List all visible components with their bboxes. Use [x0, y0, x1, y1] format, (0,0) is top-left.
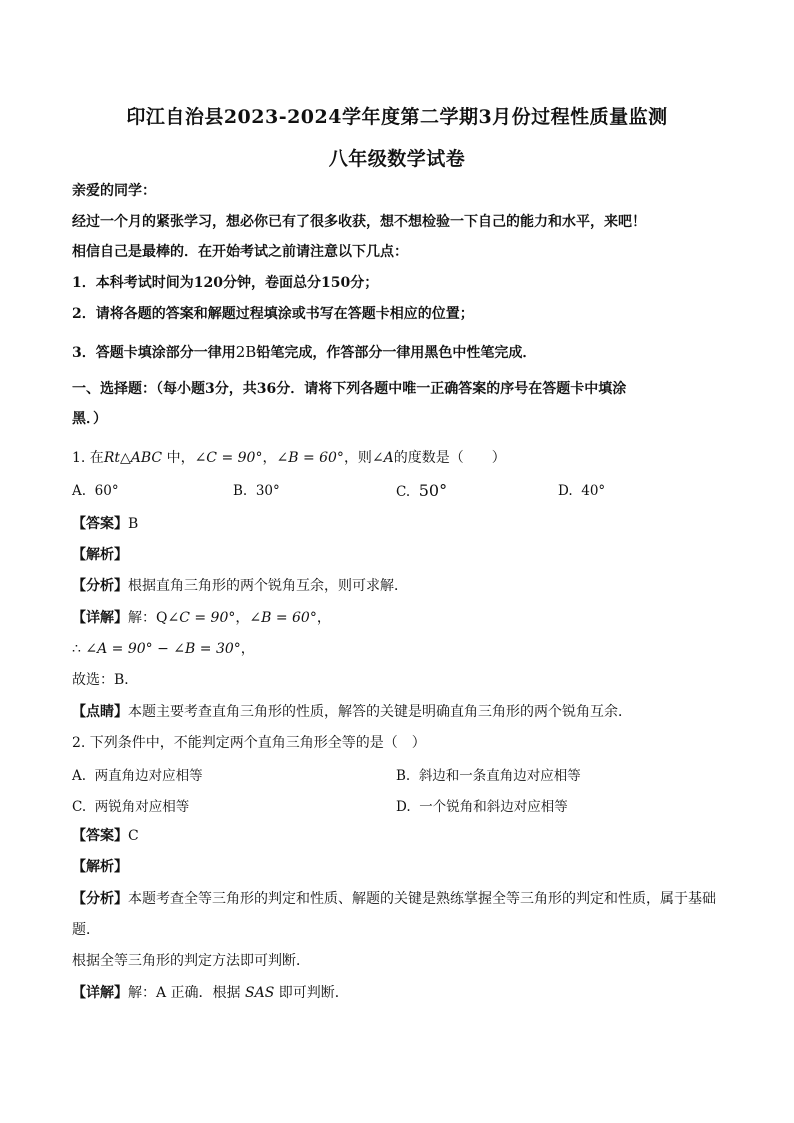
q1-xiangjie-c: ∠C = 90°	[167, 610, 236, 626]
q2-option-b-text: 斜边和一条直角边对应相等	[418, 768, 581, 784]
q1-choose: 故选：B．	[72, 672, 139, 688]
q1-option-a	[72, 483, 119, 499]
q1-option-d-label: D.	[558, 483, 573, 499]
q1-xiangjie-sep: ，	[235, 610, 250, 626]
q2-option-b-label: B.	[396, 768, 411, 784]
q1-calc-end: ，	[240, 641, 255, 657]
q1-option-b-label: B.	[233, 483, 248, 499]
q1-xiangjie-b: ∠B = 60°	[249, 610, 317, 626]
q1-dianjing-text: 本题主要考查直角三角形的性质，解答的关键是明确直角三角形的两个锐角互余．	[128, 704, 632, 720]
q2-answer-tag: 【答案】	[72, 828, 128, 844]
q2-option-d-text: 一个锐角和斜边对应相等	[419, 799, 568, 815]
q2-option-c-text: 两锐角对应相等	[94, 799, 190, 815]
exam-title-line2: 八年级数学试卷	[328, 148, 466, 170]
q1-option-d-text: 40°	[581, 483, 606, 499]
therefore-symbol: ∴	[72, 641, 81, 657]
q2-xiangjie-b: 即可判断．	[274, 985, 349, 1001]
q1-xiangjie-end: ，	[316, 610, 331, 626]
q2-answer	[72, 826, 742, 846]
exam-title-line1: 印江自治县2023-2024学年度第二学期3月份过程性质量监测	[126, 106, 668, 128]
q2-option-c	[72, 795, 189, 815]
q1-option-b-text: 30°	[255, 483, 280, 499]
q1-dianjing-tag: 【点睛】	[72, 704, 128, 720]
pencil-grade: 2B	[235, 343, 257, 361]
q2-method: 根据全等三角形的判定方法即可判断．	[72, 953, 310, 969]
q1-option-b	[233, 483, 280, 499]
q1-xiangjie	[72, 608, 742, 628]
q2-fenxi-line2: 题．	[72, 922, 100, 938]
q2-fenxi-tag: 【分析】	[72, 891, 128, 907]
q1-answer-value: B	[128, 516, 139, 532]
q2-answer-value: C	[128, 828, 139, 844]
q2-fenxi-line1	[72, 889, 742, 909]
q2-xiangjie	[72, 983, 742, 1003]
q2-option-a-text: 两直角边对应相等	[94, 768, 203, 784]
q1-dianjing	[72, 702, 742, 722]
q1-condition-b: ∠B = 60°	[276, 450, 344, 466]
q1-sep: ，	[262, 450, 277, 466]
q2-option-d-label: D.	[396, 799, 411, 815]
q2-xiangjie-tag: 【详解】	[72, 985, 128, 1001]
note-3	[72, 342, 742, 363]
note-1: 1．本科考试时间为120分钟，卷面总分150分；	[72, 275, 379, 291]
q1-option-a-text: 60°	[94, 483, 119, 499]
greeting: 亲爱的同学：	[72, 183, 156, 199]
intro-paragraph-2: 相信自己是最棒的．在开始考试之前请注意以下几点：	[72, 244, 408, 260]
section-1-heading-line2: 黑．）	[72, 411, 107, 427]
q2-fenxi-text: 本题考查全等三角形的判定和性质、解题的关键是熟练掌握全等三角形的判定和性质，属于基础	[128, 891, 716, 907]
q2-option-b	[396, 764, 581, 784]
note-3-part-a: 3．答题卡填涂部分一律用	[72, 345, 236, 361]
q2-option-a-label: A.	[72, 768, 87, 784]
q1-calc-expression: ∠A = 90° − ∠B = 30°	[85, 641, 241, 657]
q1-condition-c: ∠C = 90°	[194, 450, 263, 466]
question-2-stem: 2. 下列条件中，不能判定两个直角三角形全等的是（ ）	[72, 735, 426, 751]
q1-xiangjie-tag: 【详解】	[72, 610, 128, 626]
q2-option-d	[396, 795, 568, 815]
q1-xiangjie-a: 解：Q	[128, 610, 168, 626]
q1-option-d	[558, 483, 605, 499]
q1-triangle: Rt△ABC	[103, 450, 163, 466]
question-1-stem	[72, 448, 742, 468]
q1-option-a-label: A.	[72, 483, 87, 499]
q2-analysis-tag: 【解析】	[72, 859, 128, 875]
q2-xiangjie-a: 解：A 正确．根据	[128, 985, 246, 1001]
q1-option-c	[396, 481, 447, 500]
q1-fenxi-tag: 【分析】	[72, 578, 128, 594]
q1-tail: 的度数是（ ）	[393, 450, 506, 466]
q1-option-c-label: C.	[396, 484, 411, 500]
q1-fenxi	[72, 576, 742, 596]
q2-sas: SAS	[245, 985, 275, 1001]
note-3-part-b: 铅笔完成，作答部分一律用黑色中性笔完成．	[256, 345, 537, 361]
q1-calculation	[72, 639, 742, 659]
q2-option-a	[72, 764, 203, 784]
q1-answer	[72, 514, 742, 534]
q1-mid2: ，则	[343, 450, 372, 466]
q1-option-c-text: 50°	[418, 481, 448, 500]
q2-option-c-label: C.	[72, 799, 87, 815]
q1-fenxi-text: 根据直角三角形的两个锐角互余，则可求解．	[128, 578, 408, 594]
q1-mid1: 中，	[162, 450, 195, 466]
intro-paragraph-1: 经过一个月的紧张学习，想必你已有了很多收获，想不想检验一下自己的能力和水平，来吧！	[72, 214, 646, 230]
q1-analysis-tag: 【解析】	[72, 547, 128, 563]
section-1-heading-line1: 一、选择题：（每小题3分，共36分．请将下列各题中唯一正确答案的序号在答题卡中填涂	[72, 381, 627, 397]
q1-answer-tag: 【答案】	[72, 516, 128, 532]
q1-angle-a: ∠A	[371, 450, 394, 466]
q1-number: 1. 在	[72, 450, 104, 466]
note-2: 2．请将各题的答案和解题过程填涂或书写在答题卡相应的位置；	[72, 306, 474, 322]
